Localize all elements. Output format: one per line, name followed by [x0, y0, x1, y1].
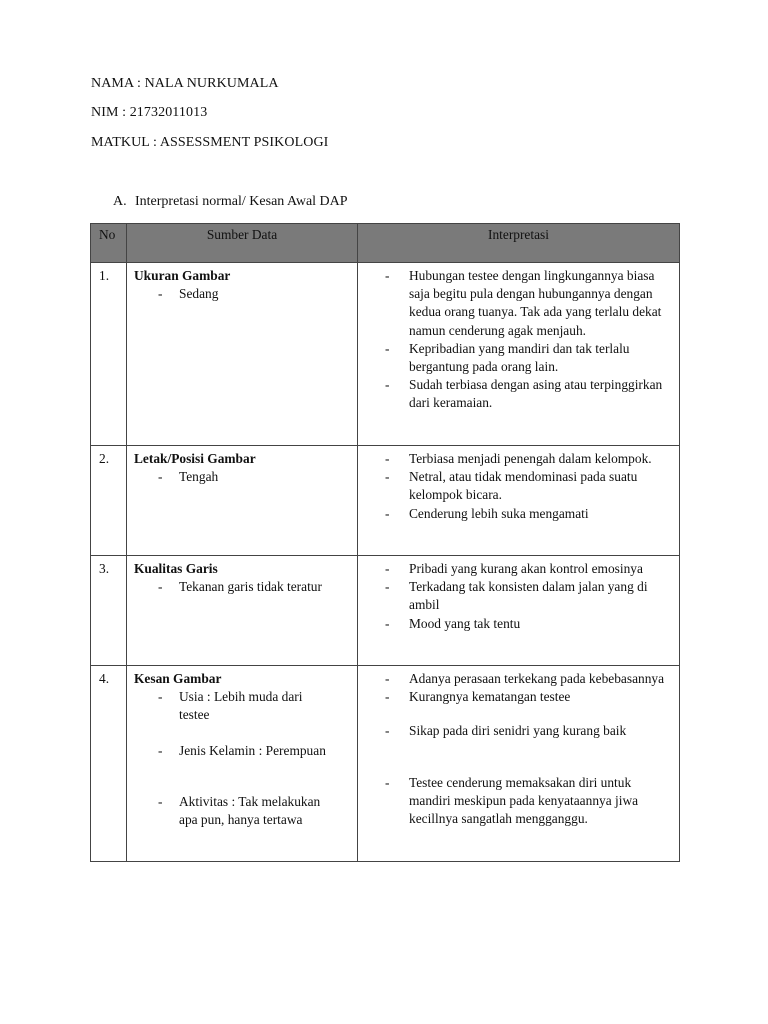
source-sub-item: - Tekanan garis tidak teratur — [158, 579, 322, 595]
row-number: 2. — [91, 446, 127, 556]
row-number: 4. — [91, 666, 127, 862]
source-cell — [127, 666, 358, 862]
interpretation-item: - Pribadi yang kurang akan kontrol emosinya — [385, 561, 643, 576]
table-row — [91, 556, 680, 666]
source-sub-item: - Aktivitas : Tak melakukan apa pun, hanya tertawa — [158, 793, 321, 828]
source-title: Kesan Gambar — [134, 671, 222, 686]
source-title: Kualitas Garis — [134, 561, 218, 576]
row-number: 3. — [91, 556, 127, 666]
student-name: NAMA : NALA NURKUMALA — [91, 76, 279, 91]
source-sub-item: - Tengah — [158, 469, 219, 485]
source-cell — [127, 556, 358, 666]
interpretation-cell — [358, 263, 680, 446]
table-header-row — [91, 224, 680, 263]
interpretation-item: - Mood yang tak tentu — [385, 615, 521, 631]
source-sub-item: - Jenis Kelamin : Perempuan — [158, 742, 326, 758]
table-row — [91, 446, 680, 556]
source-sub-item: - Sedang — [158, 286, 219, 302]
section-letter: A. — [113, 194, 127, 209]
interpretation-item: - Kurangnya kematangan testee — [385, 689, 571, 705]
section-title: Interpretasi normal/ Kesan Awal DAP — [135, 194, 348, 209]
interpretation-cell — [358, 666, 680, 862]
source-cell — [127, 263, 358, 446]
interpretation-cell — [358, 556, 680, 666]
source-sub-item: - Usia : Lebih muda dari testee — [158, 689, 303, 723]
course-name: MATKUL : ASSESSMENT PSIKOLOGI — [91, 135, 329, 150]
source-title: Letak/Posisi Gambar — [134, 451, 256, 466]
header-interpretasi: Interpretasi — [358, 224, 680, 263]
header-no: No — [91, 224, 127, 263]
header-sumber-data: Sumber Data — [127, 224, 358, 263]
interpretation-item: - Kepribadian yang mandiri dan tak terlalu bergantung pada orang lain. — [385, 340, 630, 375]
interpretation-item: - Adanya perasaan terkekang pada kebebasannya — [385, 671, 665, 686]
table-row — [91, 263, 680, 446]
interpretation-table — [90, 223, 680, 862]
source-cell — [127, 446, 358, 556]
interpretation-item: - Terbiasa menjadi penengah dalam kelompok. — [385, 451, 652, 466]
table-row — [91, 666, 680, 862]
interpretation-item: - Hubungan testee dengan lingkungannya biasa saja begitu pula dengan hubungannya dengan kedua orang tuanya. Tak ada yang terlalu dekat namun cenderung agak menjauh. — [385, 268, 662, 338]
interpretation-item: - Cenderung lebih suka mengamati — [385, 505, 589, 521]
row-number: 1. — [91, 263, 127, 446]
interpretation-item: - Netral, atau tidak mendominasi pada suatu kelompok bicara. — [385, 469, 638, 503]
interpretation-item: - Testee cenderung memaksakan diri untuk mandiri meskipun pada kenyataannya jiwa kecillnya sangatlah mengganggu. — [385, 774, 639, 827]
interpretation-item: - Sudah terbiasa dengan asing atau terpinggirkan dari keramaian. — [385, 377, 663, 411]
interpretation-cell — [358, 446, 680, 556]
interpretation-item: - Terkadang tak konsisten dalam jalan yang di ambil — [385, 579, 648, 613]
source-title: Ukuran Gambar — [134, 268, 231, 283]
section-heading — [113, 194, 348, 210]
student-nim: NIM : 21732011013 — [91, 105, 208, 120]
interpretation-item: - Sikap pada diri senidri yang kurang baik — [385, 723, 627, 739]
